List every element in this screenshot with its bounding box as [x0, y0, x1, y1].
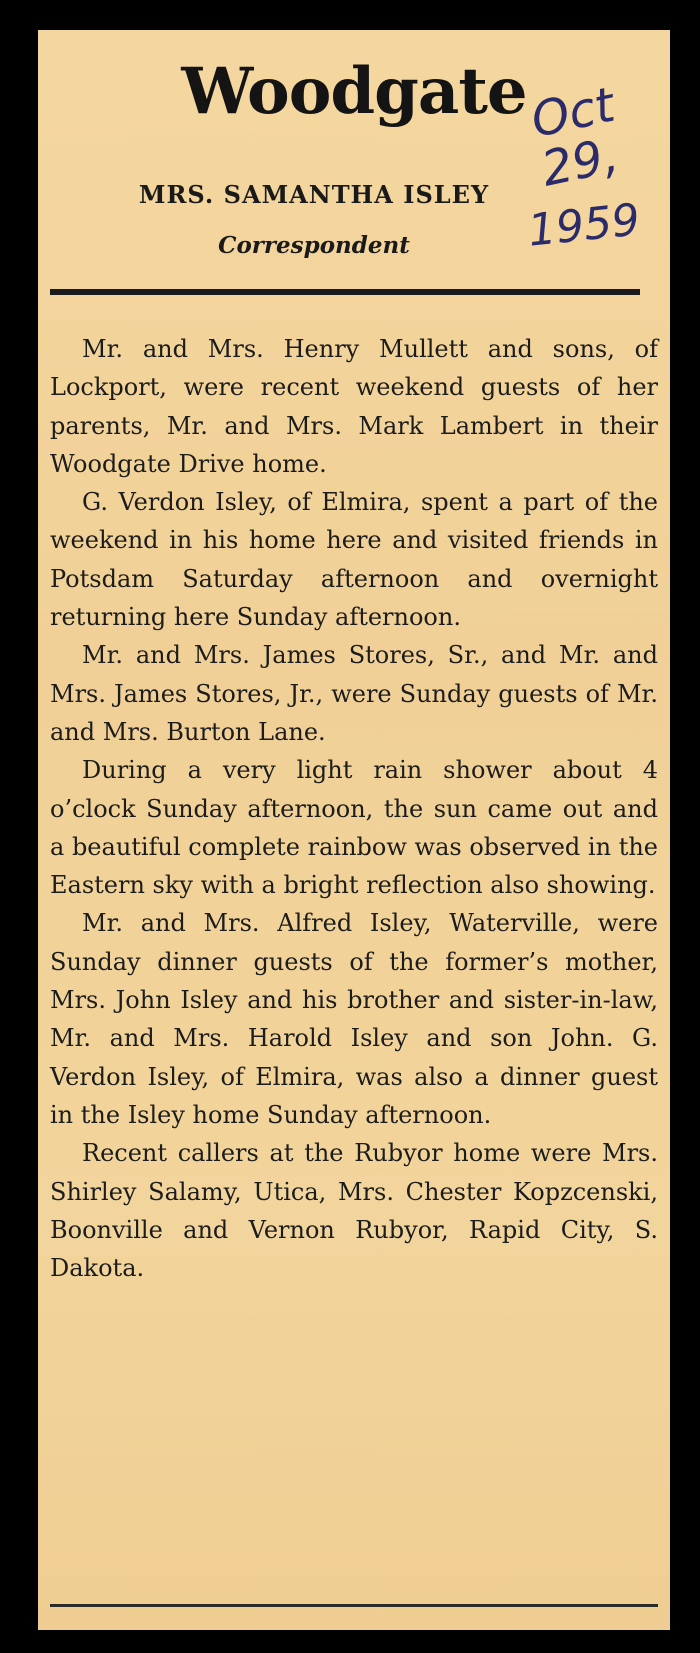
footer-divider — [50, 1604, 658, 1607]
handwritten-date-annotation: Oct 29, — [526, 76, 624, 198]
correspondent-title: Correspondent — [218, 232, 410, 259]
correspondent-name: MRS. SAMANTHA ISLEY — [138, 180, 490, 209]
newspaper-clipping — [38, 30, 670, 1630]
column-headline: Woodgate — [181, 54, 527, 129]
article-paragraph: Mr. and Mrs. James Stores, Sr., and Mr. and Mrs. James Stores, Jr., were Sunday guests of Mr. and Mrs. Burton Lane. — [50, 641, 658, 746]
article-paragraph: Mr. and Mrs. Alfred Isley, Waterville, were Sunday dinner guests of the former’s mother, Mrs. John Isley and his brother and sister-in-law, Mr. and Mrs. Harold Isley and son John. G. Verdon Isley, of Elmira, was also a dinner guest in the Isley home Sunday afternoon. — [50, 909, 658, 1129]
article-paragraph: G. Verdon Isley, of Elmira, spent a part of the weekend in his home here and visited friends in Potsdam Saturday afternoon and overnight returning here Sunday afternoon. — [50, 488, 658, 632]
header-divider — [50, 289, 640, 295]
article-paragraph: Mr. and Mrs. Henry Mullett and sons, of Lockport, were recent weekend guests of her parents, Mr. and Mrs. Mark Lambert in their Woodgate Drive home. — [50, 335, 658, 478]
article-paragraph: Recent callers at the Rubyor home were Mrs. Shirley Salamy, Utica, Mrs. Chester Kopzcenski, Boonville and Vernon Rubyor, Rapid City, S. Dakota. — [50, 1139, 658, 1283]
article-body — [50, 330, 658, 1287]
handwritten-year-annotation: 1959 — [525, 194, 643, 257]
article-paragraph: During a very light rain shower about 4 o’clock Sunday afternoon, the sun came out and a beautiful complete rainbow was observed in the Eastern sky with a bright reflection also showing. — [50, 756, 658, 900]
